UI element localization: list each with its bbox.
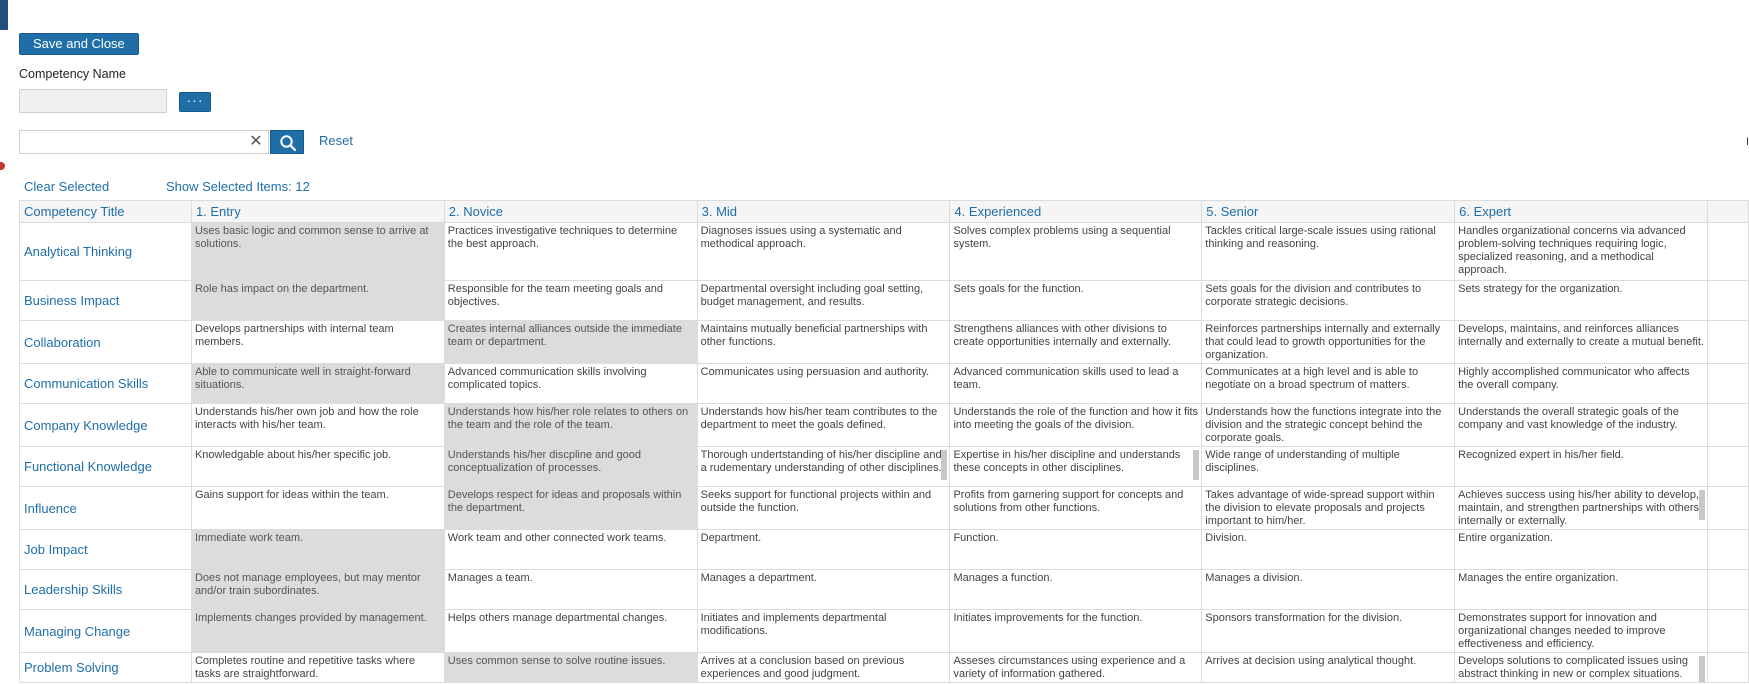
cell-scrollbar[interactable] [1699, 656, 1705, 683]
level-cell-senior[interactable] [1202, 404, 1455, 447]
level-description: Achieves success using his/her ability to develop, maintain, and strengthen partnerships with others internally or externally. [1458, 489, 1700, 527]
row-filler [1707, 610, 1748, 653]
window-edge-marker [0, 162, 5, 170]
level-cell-novice[interactable] [444, 610, 697, 653]
table-row[interactable] [20, 321, 1749, 364]
cell-scrollbar[interactable] [941, 450, 947, 480]
level-description: Communicates at a high level and is able to negotiate on a broad spectrum of matters. [1205, 366, 1419, 391]
row-filler [1707, 404, 1748, 447]
level-description: Manages a team. [447, 572, 533, 584]
level-cell-novice[interactable] [444, 487, 697, 530]
table-row[interactable] [20, 404, 1749, 447]
level-cell-experienced[interactable] [950, 447, 1202, 487]
level-cell-novice[interactable] [444, 447, 697, 487]
level-cell-novice[interactable] [444, 281, 697, 321]
grid-header-row [20, 201, 1749, 223]
level-cell-senior[interactable] [1202, 364, 1455, 404]
clear-selected-link[interactable]: Clear Selected [24, 179, 110, 194]
table-row[interactable] [20, 447, 1749, 487]
level-cell-mid[interactable] [697, 487, 950, 530]
level-description: Understands how the functions integrate into the division and the strategic concept behind the corporate goals. [1205, 406, 1442, 444]
column-header-mid[interactable]: 3. Mid [697, 201, 950, 223]
row-filler [1707, 321, 1748, 364]
level-cell-senior[interactable] [1202, 487, 1455, 530]
search-input[interactable] [19, 130, 269, 154]
level-description: Initiates and implements departmental modifications. [700, 612, 887, 637]
level-description: Manages a department. [700, 572, 817, 584]
search-icon [279, 134, 297, 152]
cell-scrollbar[interactable] [1699, 490, 1705, 520]
level-cell-mid[interactable] [697, 404, 950, 447]
level-cell-experienced[interactable] [950, 404, 1202, 447]
level-description: Reinforces partnerships internally and externally that could lead to growth opportunities for the organization. [1205, 323, 1441, 361]
competency-title-cell[interactable]: Communication Skills [20, 364, 192, 404]
level-cell-experienced[interactable] [950, 653, 1202, 683]
level-description: Gains support for ideas within the team. [194, 489, 389, 501]
column-header-entry[interactable]: 1. Entry [191, 201, 444, 223]
search-button[interactable] [270, 130, 304, 154]
level-cell-entry[interactable] [191, 404, 444, 447]
level-description: Entire organization. [1458, 532, 1553, 544]
level-description: Creates internal alliances outside the immediate team or department. [447, 323, 682, 348]
level-description: Manages the entire organization. [1458, 572, 1619, 584]
level-description: Arrives at a conclusion based on previous experiences and good judgment. [700, 655, 905, 680]
ellipsis-icon: ··· [186, 92, 204, 108]
table-row[interactable] [20, 487, 1749, 530]
level-cell-expert[interactable] [1455, 447, 1708, 487]
level-cell-entry[interactable] [191, 364, 444, 404]
level-cell-senior[interactable] [1202, 281, 1455, 321]
row-filler [1707, 653, 1748, 683]
column-header-novice[interactable]: 2. Novice [444, 201, 697, 223]
level-description: Knowledgable about his/her specific job. [194, 449, 392, 461]
level-description: Handles organizational concerns via advanced problem-solving techniques requiring logic, specialized reasoning, and a methodical approach. [1458, 225, 1686, 276]
level-description: Thorough undertstanding of his/her discipline and a rudementary understanding of other disciplines. [700, 449, 942, 474]
column-header-senior[interactable]: 5. Senior [1202, 201, 1455, 223]
row-filler [1707, 487, 1748, 530]
level-description: Division. [1205, 532, 1247, 544]
level-description: Develops, maintains, and reinforces alliances internally and externally to create a mutual benefit. [1458, 323, 1704, 348]
level-cell-senior[interactable] [1202, 570, 1455, 610]
level-cell-senior[interactable] [1202, 447, 1455, 487]
level-cell-experienced[interactable] [950, 223, 1202, 281]
level-cell-mid[interactable] [697, 281, 950, 321]
level-cell-entry[interactable] [191, 281, 444, 321]
row-filler [1707, 281, 1748, 321]
level-description: Immediate work team. [194, 532, 304, 544]
clear-search-icon[interactable]: ✕ [249, 133, 263, 150]
level-description: Solves complex problems using a sequential system. [953, 225, 1171, 250]
competency-title-cell[interactable]: Leadership Skills [20, 570, 192, 610]
table-row[interactable] [20, 530, 1749, 570]
row-filler [1707, 570, 1748, 610]
level-cell-experienced[interactable] [950, 610, 1202, 653]
level-cell-mid[interactable] [697, 653, 950, 683]
reset-link[interactable]: Reset [319, 133, 353, 148]
level-cell-novice[interactable] [444, 321, 697, 364]
level-cell-mid[interactable] [697, 447, 950, 487]
table-row[interactable] [20, 610, 1749, 653]
level-cell-expert[interactable] [1455, 404, 1708, 447]
level-cell-entry[interactable] [191, 570, 444, 610]
level-description: Diagnoses issues using a systematic and methodical approach. [700, 225, 902, 250]
level-description: Initiates improvements for the function. [953, 612, 1143, 624]
competency-grid [19, 200, 1749, 683]
level-description: Helps others manage departmental changes. [447, 612, 668, 624]
competency-lookup-button[interactable] [179, 92, 211, 112]
level-description: Wide range of understanding of multiple disciplines. [1205, 449, 1400, 474]
level-cell-novice[interactable] [444, 530, 697, 570]
level-description: Highly accomplished communicator who affects the overall company. [1458, 366, 1690, 391]
competency-title-cell[interactable]: Functional Knowledge [20, 447, 192, 487]
level-description: Departmental oversight including goal setting, budget management, and results. [700, 283, 924, 308]
level-description: Understands the overall strategic goals of the company and vast knowledge of the industry. [1458, 406, 1679, 431]
cell-scrollbar[interactable] [1193, 450, 1199, 480]
row-filler [1707, 530, 1748, 570]
level-cell-mid[interactable] [697, 530, 950, 570]
level-description: Sponsors transformation for the division. [1205, 612, 1403, 624]
level-cell-expert[interactable] [1455, 653, 1708, 683]
competency-title-cell[interactable]: Business Impact [20, 281, 192, 321]
level-description: Understands how his/her role relates to others on the team and the role of the team. [447, 406, 689, 431]
level-description: Demonstrates support for innovation and organizational changes needed to improve effectiveness and efficiency. [1458, 612, 1666, 650]
row-filler [1707, 447, 1748, 487]
level-cell-entry[interactable] [191, 653, 444, 683]
level-cell-novice[interactable] [444, 223, 697, 281]
level-description: Work team and other connected work teams. [447, 532, 667, 544]
level-cell-senior[interactable] [1202, 653, 1455, 683]
level-description: Manages a function. [953, 572, 1053, 584]
level-description: Strengthens alliances with other divisions to create opportunities internally and externally. [953, 323, 1171, 348]
level-description: Tackles critical large-scale issues using rational thinking and reasoning. [1205, 225, 1436, 250]
competency-name-label: Competency Name [19, 67, 126, 81]
level-cell-mid[interactable] [697, 570, 950, 610]
level-description: Develops respect for ideas and proposals within the department. [447, 489, 682, 514]
table-row[interactable] [20, 364, 1749, 404]
level-cell-experienced[interactable] [950, 321, 1202, 364]
column-header-competency-title[interactable]: Competency Title [20, 201, 192, 223]
level-cell-expert[interactable] [1455, 610, 1708, 653]
level-cell-mid[interactable] [697, 321, 950, 364]
competency-title-cell[interactable]: Collaboration [20, 321, 192, 364]
competency-name-field[interactable] [19, 89, 167, 113]
level-description: Advanced communication skills involving complicated topics. [447, 366, 647, 391]
level-cell-novice[interactable] [444, 404, 697, 447]
level-description: Develops solutions to complicated issues using abstract thinking in new or complex situations. [1458, 655, 1689, 680]
level-description: Manages a division. [1205, 572, 1303, 584]
level-cell-senior[interactable] [1202, 530, 1455, 570]
level-description: Develops partnerships with internal team members. [194, 323, 394, 348]
level-cell-entry[interactable] [191, 447, 444, 487]
column-header-experienced[interactable]: 4. Experienced [950, 201, 1202, 223]
level-description: Able to communicate well in straight-forward situations. [194, 366, 411, 391]
level-description: Function. [953, 532, 999, 544]
level-cell-experienced[interactable] [950, 281, 1202, 321]
level-cell-novice[interactable] [444, 364, 697, 404]
level-description: Department. [700, 532, 762, 544]
level-cell-experienced[interactable] [950, 570, 1202, 610]
level-description: Profits from garnering support for concepts and solutions from other functions. [953, 489, 1184, 514]
competency-title-cell[interactable]: Influence [20, 487, 192, 530]
save-and-close-button[interactable]: Save and Close [19, 33, 139, 55]
level-cell-entry[interactable] [191, 321, 444, 364]
level-description: Role has impact on the department. [194, 283, 370, 295]
table-row[interactable] [20, 223, 1749, 281]
level-cell-entry[interactable] [191, 530, 444, 570]
level-description: Understands his/her discpline and good conceptualization of processes. [447, 449, 642, 474]
level-description: Understands how his/her team contributes to the department to meet the goals defined. [700, 406, 938, 431]
window-edge-strip [0, 0, 8, 30]
level-cell-expert[interactable] [1455, 281, 1708, 321]
level-cell-senior[interactable] [1202, 321, 1455, 364]
competency-title-cell[interactable]: Problem Solving [20, 653, 192, 683]
level-cell-expert[interactable] [1455, 530, 1708, 570]
level-cell-mid[interactable] [697, 610, 950, 653]
row-filler [1707, 223, 1748, 281]
level-description: Expertise in his/her discipline and understands these concepts in other disciplines. [953, 449, 1181, 474]
table-row[interactable] [20, 281, 1749, 321]
level-description: Completes routine and repetitive tasks where tasks are straightforward. [194, 655, 416, 680]
competency-title-cell[interactable]: Managing Change [20, 610, 192, 653]
level-description: Takes advantage of wide-spread support within the division to elevate proposals and projects important to him/her. [1205, 489, 1435, 527]
level-cell-senior[interactable] [1202, 610, 1455, 653]
level-cell-entry[interactable] [191, 610, 444, 653]
competency-title-cell[interactable]: Company Knowledge [20, 404, 192, 447]
level-cell-expert[interactable] [1455, 570, 1708, 610]
level-description: Advanced communication skills used to lead a team. [953, 366, 1179, 391]
table-row[interactable] [20, 570, 1749, 610]
level-cell-experienced[interactable] [950, 364, 1202, 404]
level-cell-mid[interactable] [697, 223, 950, 281]
level-cell-novice[interactable] [444, 653, 697, 683]
level-description: Responsible for the team meeting goals and objectives. [447, 283, 664, 308]
level-description: Arrives at decision using analytical thought. [1205, 655, 1417, 667]
level-cell-expert[interactable] [1455, 364, 1708, 404]
level-description: Uses basic logic and common sense to arrive at solutions. [194, 225, 429, 250]
level-cell-expert[interactable] [1455, 223, 1708, 281]
level-cell-senior[interactable] [1202, 223, 1455, 281]
level-cell-expert[interactable] [1455, 321, 1708, 364]
level-description: Communicates using persuasion and authority. [700, 366, 930, 378]
table-row[interactable] [20, 653, 1749, 683]
level-cell-experienced[interactable] [950, 487, 1202, 530]
level-cell-entry[interactable] [191, 223, 444, 281]
level-description: Does not manage employees, but may mentor and/or train subordinates. [194, 572, 421, 597]
level-cell-experienced[interactable] [950, 530, 1202, 570]
row-filler [1707, 364, 1748, 404]
level-description: Sets goals for the division and contributes to corporate strategic decisions. [1205, 283, 1422, 308]
competency-title-cell[interactable]: Job Impact [20, 530, 192, 570]
level-description: Practices investigative techniques to determine the best approach. [447, 225, 678, 250]
level-description: Sets goals for the function. [953, 283, 1084, 295]
level-description: Recognized expert in his/her field. [1458, 449, 1624, 461]
column-header-filler [1707, 201, 1748, 223]
level-description: Understands his/her own job and how the role interacts with his/her team. [194, 406, 419, 431]
level-description: Sets strategy for the organization. [1458, 283, 1623, 295]
level-description: Seeks support for functional projects within and outside the function. [700, 489, 932, 514]
level-description: Asseses circumstances using experience and a variety of information gathered. [953, 655, 1186, 680]
level-description: Understands the role of the function and how it fits into meeting the goals of the division. [953, 406, 1199, 431]
level-description: Uses common sense to solve routine issues. [447, 655, 666, 667]
window-edge-glyph: I [1745, 136, 1749, 148]
show-selected-items-link[interactable]: Show Selected Items: 12 [166, 179, 310, 194]
level-description: Maintains mutually beneficial partnerships with other functions. [700, 323, 928, 348]
competency-title-cell[interactable]: Analytical Thinking [20, 223, 192, 281]
column-header-expert[interactable]: 6. Expert [1455, 201, 1708, 223]
level-cell-expert[interactable] [1455, 487, 1708, 530]
level-cell-entry[interactable] [191, 487, 444, 530]
level-cell-mid[interactable] [697, 364, 950, 404]
level-cell-novice[interactable] [444, 570, 697, 610]
level-description: Implements changes provided by management. [194, 612, 427, 624]
